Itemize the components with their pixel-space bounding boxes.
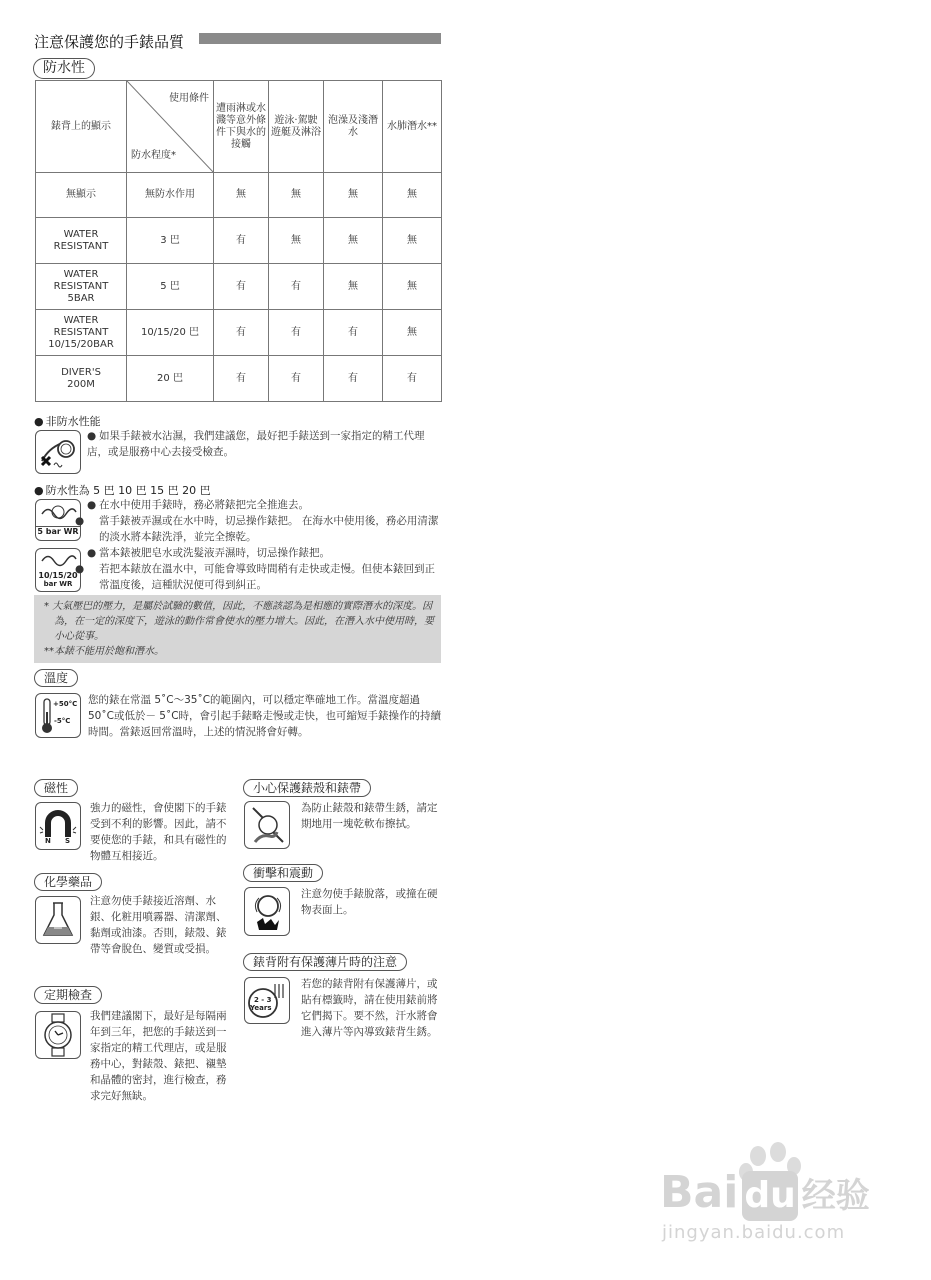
header-depth: 防水程度* [131, 150, 176, 161]
wr-bullet-4: ● 若把本錶放在溫水中，可能會導致時間稍有走快或走慢。但使本錶回到正常溫度後，這種狀況便可得到糾正。 [75, 563, 435, 591]
note-line-1: * 大氣壓巴的壓力，是屬於試驗的數值，因此，不應該認為是相應的實際潛水的深度。因為，在一定的深度下，遊泳的動作常會使水的壓力增大。因此，在潛入水中使用時，要小心從事。 [44, 601, 434, 642]
cell-value: 無 [214, 173, 269, 218]
cell-level: 3 巴 [127, 218, 214, 264]
baidu-watermark [660, 1140, 890, 1250]
magnet-text: 強力的磁性，會使閣下的手錶受到不利的影響。因此，請不要使您的手錶，和具有磁性的物體互相接近。 [90, 802, 227, 862]
inspect-label: 定期檢查 [34, 986, 102, 1004]
cell-value: 有 [383, 356, 442, 402]
cell-mark: WATER RESISTANT 10/15/20BAR [36, 310, 127, 356]
magnet-icon [35, 802, 81, 850]
temp-hi: +50°C [53, 700, 78, 708]
temp-lo: -5°C [54, 717, 71, 725]
cell-level: 10/15/20 巴 [127, 310, 214, 356]
shock-text: 注意勿使手錶脫落，或撞在硬物表面上。 [301, 888, 438, 916]
table-row [36, 264, 442, 310]
thermometer-icon [35, 693, 81, 738]
watermark-bai: Bai [660, 1167, 739, 1218]
cell-value: 有 [214, 264, 269, 310]
header-back-display: 錶背上的顯示 [36, 81, 127, 173]
water-label: 防水性 [33, 58, 95, 79]
magnet-s: S [65, 837, 71, 845]
cell-value: 有 [269, 356, 324, 402]
wr-bars-heading: ● 防水性為 5 巴 10 巴 15 巴 20 巴 [34, 482, 211, 498]
chem-text: 注意勿使手錶接近溶劑、水銀、化粧用噴霧器、清潔劑、黏劑或油漆。否則，錶殼、錶帶等會脫色、變質或受損。 [90, 895, 227, 955]
care-label: 小心保護錶殼和錶帶 [243, 779, 371, 797]
cell-mark: DIVER'S 200M [36, 356, 127, 402]
wr-badge-line1: 10/15/20 [38, 571, 78, 580]
cell-value: 有 [214, 310, 269, 356]
magnet-label: 磁性 [34, 779, 78, 797]
inspect-text: 我們建議閣下，最好是每隔兩年到三年，把您的手錶送到一家指定的精工代理店，或是服務中心，對錶殼、錶把、襯墊和晶體的密封，進行檢查，務求完好無缺。 [90, 1010, 227, 1102]
cell-value: 無 [324, 264, 383, 310]
note-line-2: **本錶不能用於飽和潛水。 [44, 646, 164, 657]
no-water-watch-icon [35, 430, 81, 474]
chem-label: 化學藥品 [34, 873, 102, 891]
non-wr-heading: ● 非防水性能 [34, 413, 101, 429]
cell-value: 有 [269, 310, 324, 356]
title-rule [199, 33, 441, 44]
cell-value: 有 [324, 310, 383, 356]
years-line1: 2 - 3 [254, 996, 272, 1004]
cell-value: 無 [383, 310, 442, 356]
cell-value: 無 [324, 218, 383, 264]
table-row [36, 173, 442, 218]
water-table [35, 80, 442, 402]
wr-bullet-1: ● 在水中使用手錶時，務必將錶把完全推進去。 [87, 499, 309, 511]
wr-bullet-2: ● 當手錶被弄濕或在水中時，切忌操作錶把。 在海水中使用後，務必用清潔的淡水將本錶洗淨，並完全擦乾。 [75, 515, 439, 543]
cell-value: 無 [269, 218, 324, 264]
flask-icon [35, 896, 81, 944]
table-row [36, 356, 442, 402]
header-col-4: 水肺潛水** [383, 81, 442, 173]
film-text: 若您的錶背附有保護薄片，或貼有標籤時，請在使用錶前將它們揭下。要不然，汗水將會進入薄片等內導致錶背生銹。 [301, 978, 438, 1038]
cell-value: 無 [324, 173, 383, 218]
pressure-note [34, 595, 441, 663]
watermark-jingyan: 经验 [801, 1176, 870, 1216]
years-line2: Years [250, 1004, 272, 1012]
table-header-row [36, 81, 442, 173]
non-wr-bullet: ● 如果手錶被水沾濕，我們建議您，最好把手錶送到一家指定的精工代理店，或是服務中心去接受檢查。 [87, 430, 425, 458]
wr-5bar-badge: 5 bar WR [37, 527, 79, 536]
header-col-3: 泡澡及淺潛水 [324, 81, 383, 173]
cell-mark: 無顯示 [36, 173, 127, 218]
cell-value: 無 [383, 218, 442, 264]
watch-inspect-icon [35, 1011, 81, 1059]
cell-level: 5 巴 [127, 264, 214, 310]
cell-value: 有 [214, 218, 269, 264]
table-row [36, 310, 442, 356]
shock-icon [244, 887, 290, 936]
header-conditions: 使用條件 [169, 93, 209, 104]
wr-bullet-3: ● 當本錶被肥皂水或洗髮液弄濕時，切忌操作錶把。 [87, 547, 330, 559]
film-label: 錶背附有保護薄片時的注意 [243, 953, 407, 971]
cell-mark: WATER RESISTANT 5BAR [36, 264, 127, 310]
cell-level: 無防水作用 [127, 173, 214, 218]
wipe-watch-icon [244, 801, 290, 849]
header-col-1: 遭雨淋或水濺等意外條件下與水的接觸 [214, 81, 269, 173]
shock-label: 衝擊和震動 [243, 864, 323, 882]
cell-value: 無 [269, 173, 324, 218]
cell-mark: WATER RESISTANT [36, 218, 127, 264]
wr-badge-line2: bar WR [43, 580, 73, 588]
header-col-2: 遊泳·駕駛遊艇及淋浴 [269, 81, 324, 173]
header-diagonal [127, 81, 214, 173]
table-row [36, 218, 442, 264]
magnet-n: N [45, 837, 51, 845]
cell-value: 有 [269, 264, 324, 310]
cell-value: 無 [383, 264, 442, 310]
caseback-years-icon [244, 977, 290, 1024]
cell-value: 無 [383, 173, 442, 218]
page-title: 注意保護您的手錶品質 [34, 33, 185, 51]
care-text: 為防止錶殼和錶帶生銹，請定期地用一塊乾軟布擦拭。 [301, 802, 438, 830]
temp-text: 您的錶在常溫 5˚C～35˚C的範圍內，可以穩定準確地工作。當溫度超過 50˚C或低於－ 5˚C時，會引起手錶略走慢或走快，也可縮短手錶操作的持續時間。當錶返回常溫時，上述的情況將會好轉。 [88, 694, 442, 738]
wr-bullets [75, 497, 443, 593]
cell-value: 有 [214, 356, 269, 402]
cell-level: 20 巴 [127, 356, 214, 402]
watermark-url: jingyan.baidu.com [662, 1222, 846, 1243]
cell-value: 有 [324, 356, 383, 402]
watermark-du: du [742, 1171, 797, 1221]
temp-label: 溫度 [34, 669, 78, 687]
